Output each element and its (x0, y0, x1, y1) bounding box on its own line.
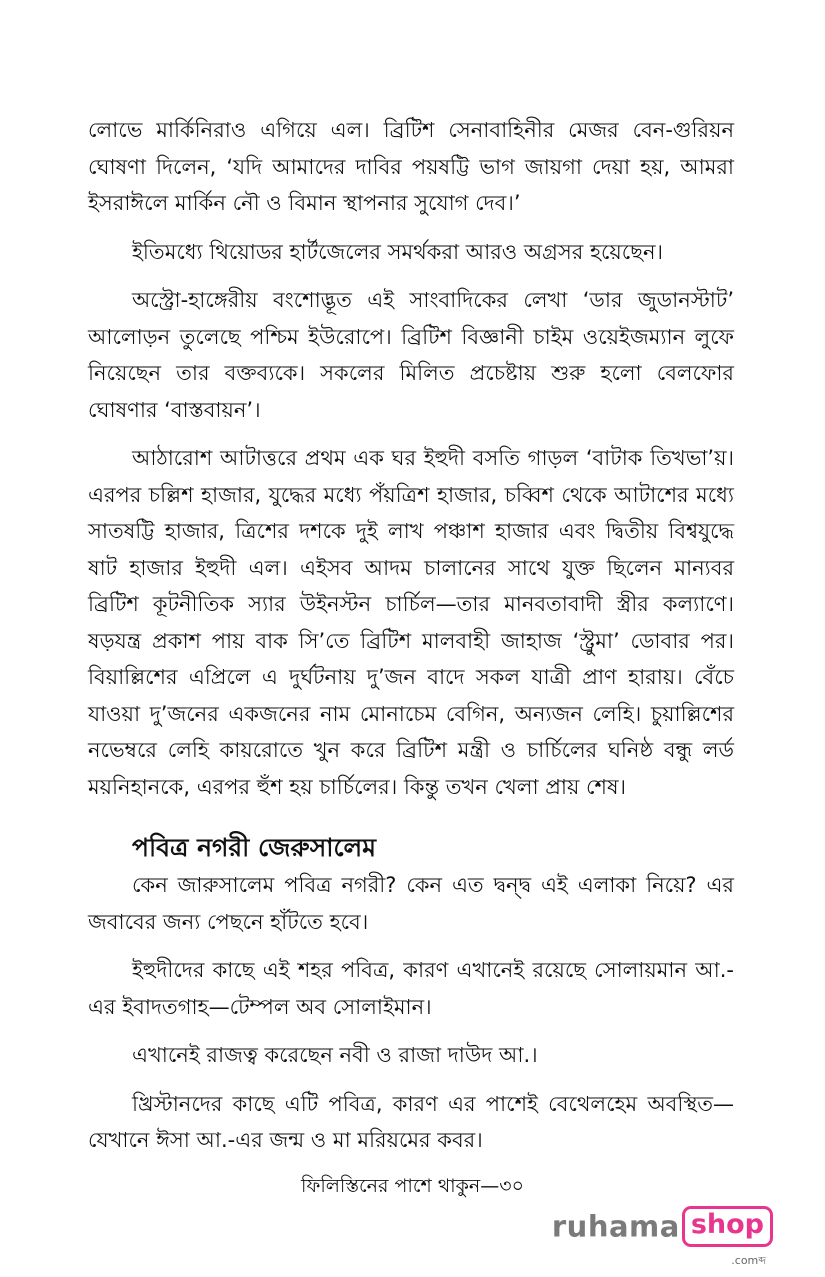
page-footer: ফিলিস্তিনের পাশে থাকুন—৩০ (301, 1175, 524, 1197)
paragraph-6: ইহুদীদের কাছে এই শহর পবিত্র, কারণ এখানেই রয়েছে সোলায়মান আ.-এর ইবাদতগাহ—টেম্পল অব সোলাইমান। (88, 958, 734, 1019)
paragraph-3: অস্ট্রো-হাঙ্গেরীয় বংশোদ্ভূত এই সাংবাদিকের লেখা ‘ডার জুডানস্টাট’ আলোড়ন তুলেছে পশ্চিম ইউরোপে। ব্রিটিশ বিজ্ঞানী চাইম ওয়েইজম্যান লুফে নিয়েছেন তার বক্তব্যকে। সকলের মিলিত প্রচেষ্টায় শুরু হলো বেলফোর ঘোষণার ‘বাস্তবায়ন’। (88, 288, 734, 422)
paragraph-7: এখানেই রাজত্ব করেছেন নবী ও রাজা দাউদ আ.। (132, 1043, 538, 1067)
watermark-box (682, 1206, 773, 1267)
paragraph-8: খ্রিস্টানদের কাছে এটি পবিত্র, কারণ এর পাশেই বেথেলহেম অবস্থিত—যেখানে ঈসা আ.-এর জন্ম ও মা মরিয়মের কবর। (88, 1091, 734, 1152)
page-body (88, 112, 734, 1171)
watermark-box-word: shop (690, 1209, 764, 1240)
watermark-word: ruhama (551, 1209, 680, 1244)
paragraph-4: আঠারোশ আটাত্তরে প্রথম এক ঘর ইহুদী বসতি গাড়ল ‘বাটাক তিখভা’য়। এরপর চল্লিশ হাজার, যুদ্ধের মধ্যে পঁয়ত্রিশ হাজার, চব্বিশ থেকে আটাশের মধ্যে সাতষট্টি হাজার, ত্রিশের দশকে দুই লাখ পঞ্চাশ হাজার এবং দ্বিতীয় বিশ্বযুদ্ধে ষাট হাজার ইহুদী এল। এইসব আদম চালানের সাথে যুক্ত ছিলেন মান্যবর ব্রিটিশ কূটনীতিক স্যার উইনস্টন চার্চিল—তার মানবতাবাদী স্ত্রীর কল্যাণে। ষড়যন্ত্র প্রকাশ পায় বাক সি’তে ব্রিটিশ মালবাহী জাহাজ ‘স্ট্রুমা’ ডোবার পর। বিয়াল্লিশের এপ্রিলে এ দুর্ঘটনায় দু’জন বাদে সকল যাত্রী প্রাণ হারায়। বেঁচে যাওয়া দু’জনের একজনের নাম মোনাচেম বেগিন, অন্যজন লেহি। চুয়াল্লিশের নভেম্বরে লেহি কায়রোতে খুন করে ব্রিটিশ মন্ত্রী ও চার্চিলের ঘনিষ্ঠ বন্ধু লর্ড ময়নিহানকে, এরপর হুঁশ হয় চার্চিলের। কিন্তু তখন খেলা প্রায় শেষ। (88, 446, 734, 799)
paragraph-1: লোভে মার্কিনিরাও এগিয়ে এল। ব্রিটিশ সেনাবাহিনীর মেজর বেন-গুরিয়ন ঘোষণা দিলেন, ‘যদি আমাদের দাবির পয়ষট্টি ভাগ জায়গা দেয়া হয়, আমরা ইসরাঈলে মার্কিন নৌ ও বিমান স্থাপনার সুযোগ দেব।’ (88, 118, 734, 215)
paragraph-5: কেন জারুসালেম পবিত্র নগরী? কেন এত দ্বন্দ্ব এই এলাকা নিয়ে? এর জবাবের জন্য পেছনে হাঁটতে হবে। (88, 873, 734, 934)
watermark-sub: .comব্দ (731, 1254, 766, 1267)
paragraph-2: ইতিমধ্যে থিয়োডর হার্টজেলের সমর্থকরা আরও অগ্রসর হয়েছেন। (132, 239, 663, 264)
watermark-logo (551, 1206, 773, 1267)
section-heading: পবিত্র নগরী জেরুসালেম (132, 833, 377, 862)
